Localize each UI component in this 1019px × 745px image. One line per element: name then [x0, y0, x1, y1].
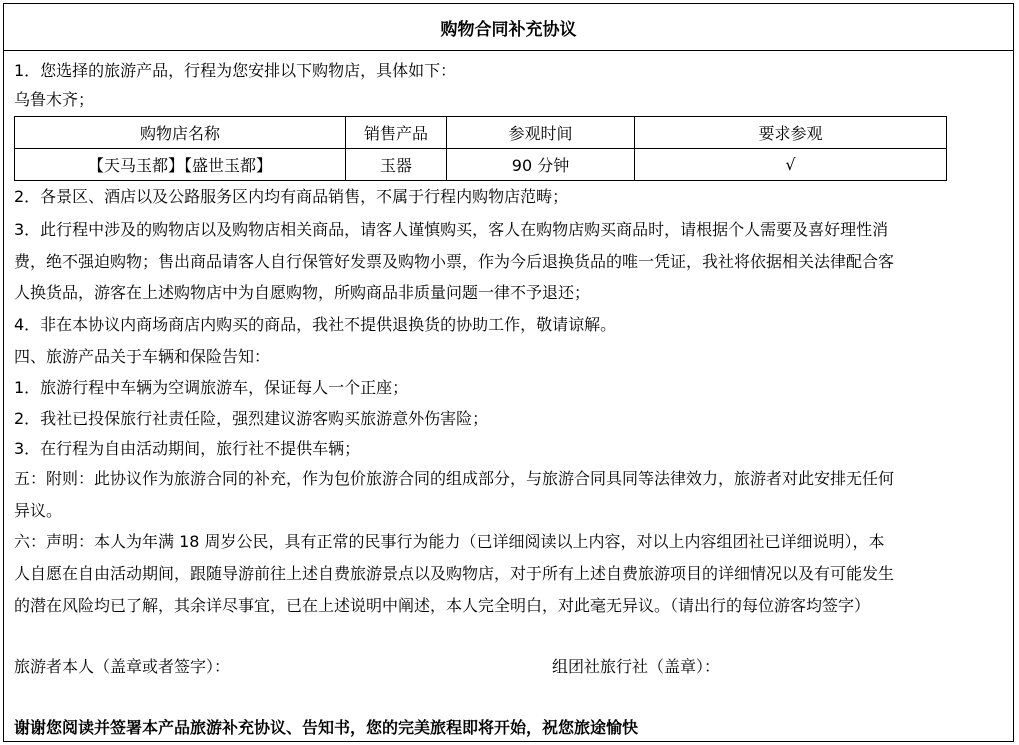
cell-product: 玉器: [346, 149, 447, 181]
table-row: [15, 149, 947, 181]
header-required: 要求参观: [635, 117, 947, 149]
document-title: 购物合同补充协议: [440, 19, 577, 40]
shop-table: [14, 116, 947, 181]
city-line: 乌鲁木齐；: [14, 90, 95, 109]
closing-line: 谢谢您阅读并签署本产品旅游补充协议、告知书，您的完美旅程即将开始，祝您旅途愉快: [14, 718, 639, 737]
item-line: 3．此行程中涉及的购物店以及购物店相关商品，请客人谨慎购买，客人在购物店购买商品时，请根据个人需要及喜好理性消: [14, 220, 889, 239]
signature-agency: 组团社旅行社（盖章）：: [552, 657, 721, 676]
item-line: 4．非在本协议内商场商店内购买的商品，我社不提供退换货的协助工作，敬请谅解。: [14, 315, 617, 334]
item-line: 异议。: [14, 501, 63, 520]
agreement-document: [3, 3, 1014, 742]
header-shop-name: 购物店名称: [15, 117, 346, 149]
item-line: 五：附则：此协议作为旅游合同的补充，作为包价旅游合同的组成部分，与旅游合同具同等法律效力，旅游者对此安排无任何: [14, 469, 895, 488]
cell-visit-time: 90 分钟: [447, 149, 635, 181]
cell-required: √: [635, 149, 947, 181]
item-line: 1．旅游行程中车辆为空调旅游车，保证每人一个正座；: [14, 378, 409, 397]
item-line: 人换货品，游客在上述购物店中为自愿购物，所购商品非质量问题一律不予退还；: [14, 283, 591, 302]
item-line: 六：声明：本人为年满 18 周岁公民，具有正常的民事行为能力（已详细阅读以上内容，对以上内容组团社已详细说明），本: [14, 532, 885, 551]
table-header-row: [15, 117, 947, 149]
cell-shop-name: 【天马玉都】【盛世玉都】: [15, 149, 346, 181]
item-line: 3．在行程为自由活动期间，旅行社不提供车辆；: [14, 439, 361, 458]
item-line: 2．我社已投保旅行社责任险，强烈建议游客购买旅游意外伤害险；: [14, 409, 489, 428]
item-line: 人自愿在自由活动期间，跟随导游前往上述自费旅游景点以及购物店，对于所有上述自费旅游项目的详细情况以及有可能发生: [14, 564, 895, 583]
header-visit-time: 参观时间: [447, 117, 635, 149]
item-line: 2．各景区、酒店以及公路服务区内均有商品销售，不属于行程内购物店范畴；: [14, 187, 569, 206]
item-line: 四、旅游产品关于车辆和保险告知：: [14, 347, 271, 366]
intro-line: 1．您选择的旅游产品，行程为您安排以下购物店，具体如下：: [14, 61, 457, 80]
item-line: 的潜在风险均已了解，其余详尽事宜，已在上述说明中阐述，本人完全明白，对此毫无异议。（请出行的每位游客均签字）: [14, 596, 871, 615]
header-product: 销售产品: [346, 117, 447, 149]
item-line: 费，绝不强迫购物；售出商品请客人自行保管好发票及购物小票，作为今后退换货品的唯一凭证，我社将依据相关法律配合客: [14, 252, 895, 271]
signature-traveler: 旅游者本人（盖章或者签字）：: [14, 657, 231, 676]
title-row: [4, 4, 1013, 51]
